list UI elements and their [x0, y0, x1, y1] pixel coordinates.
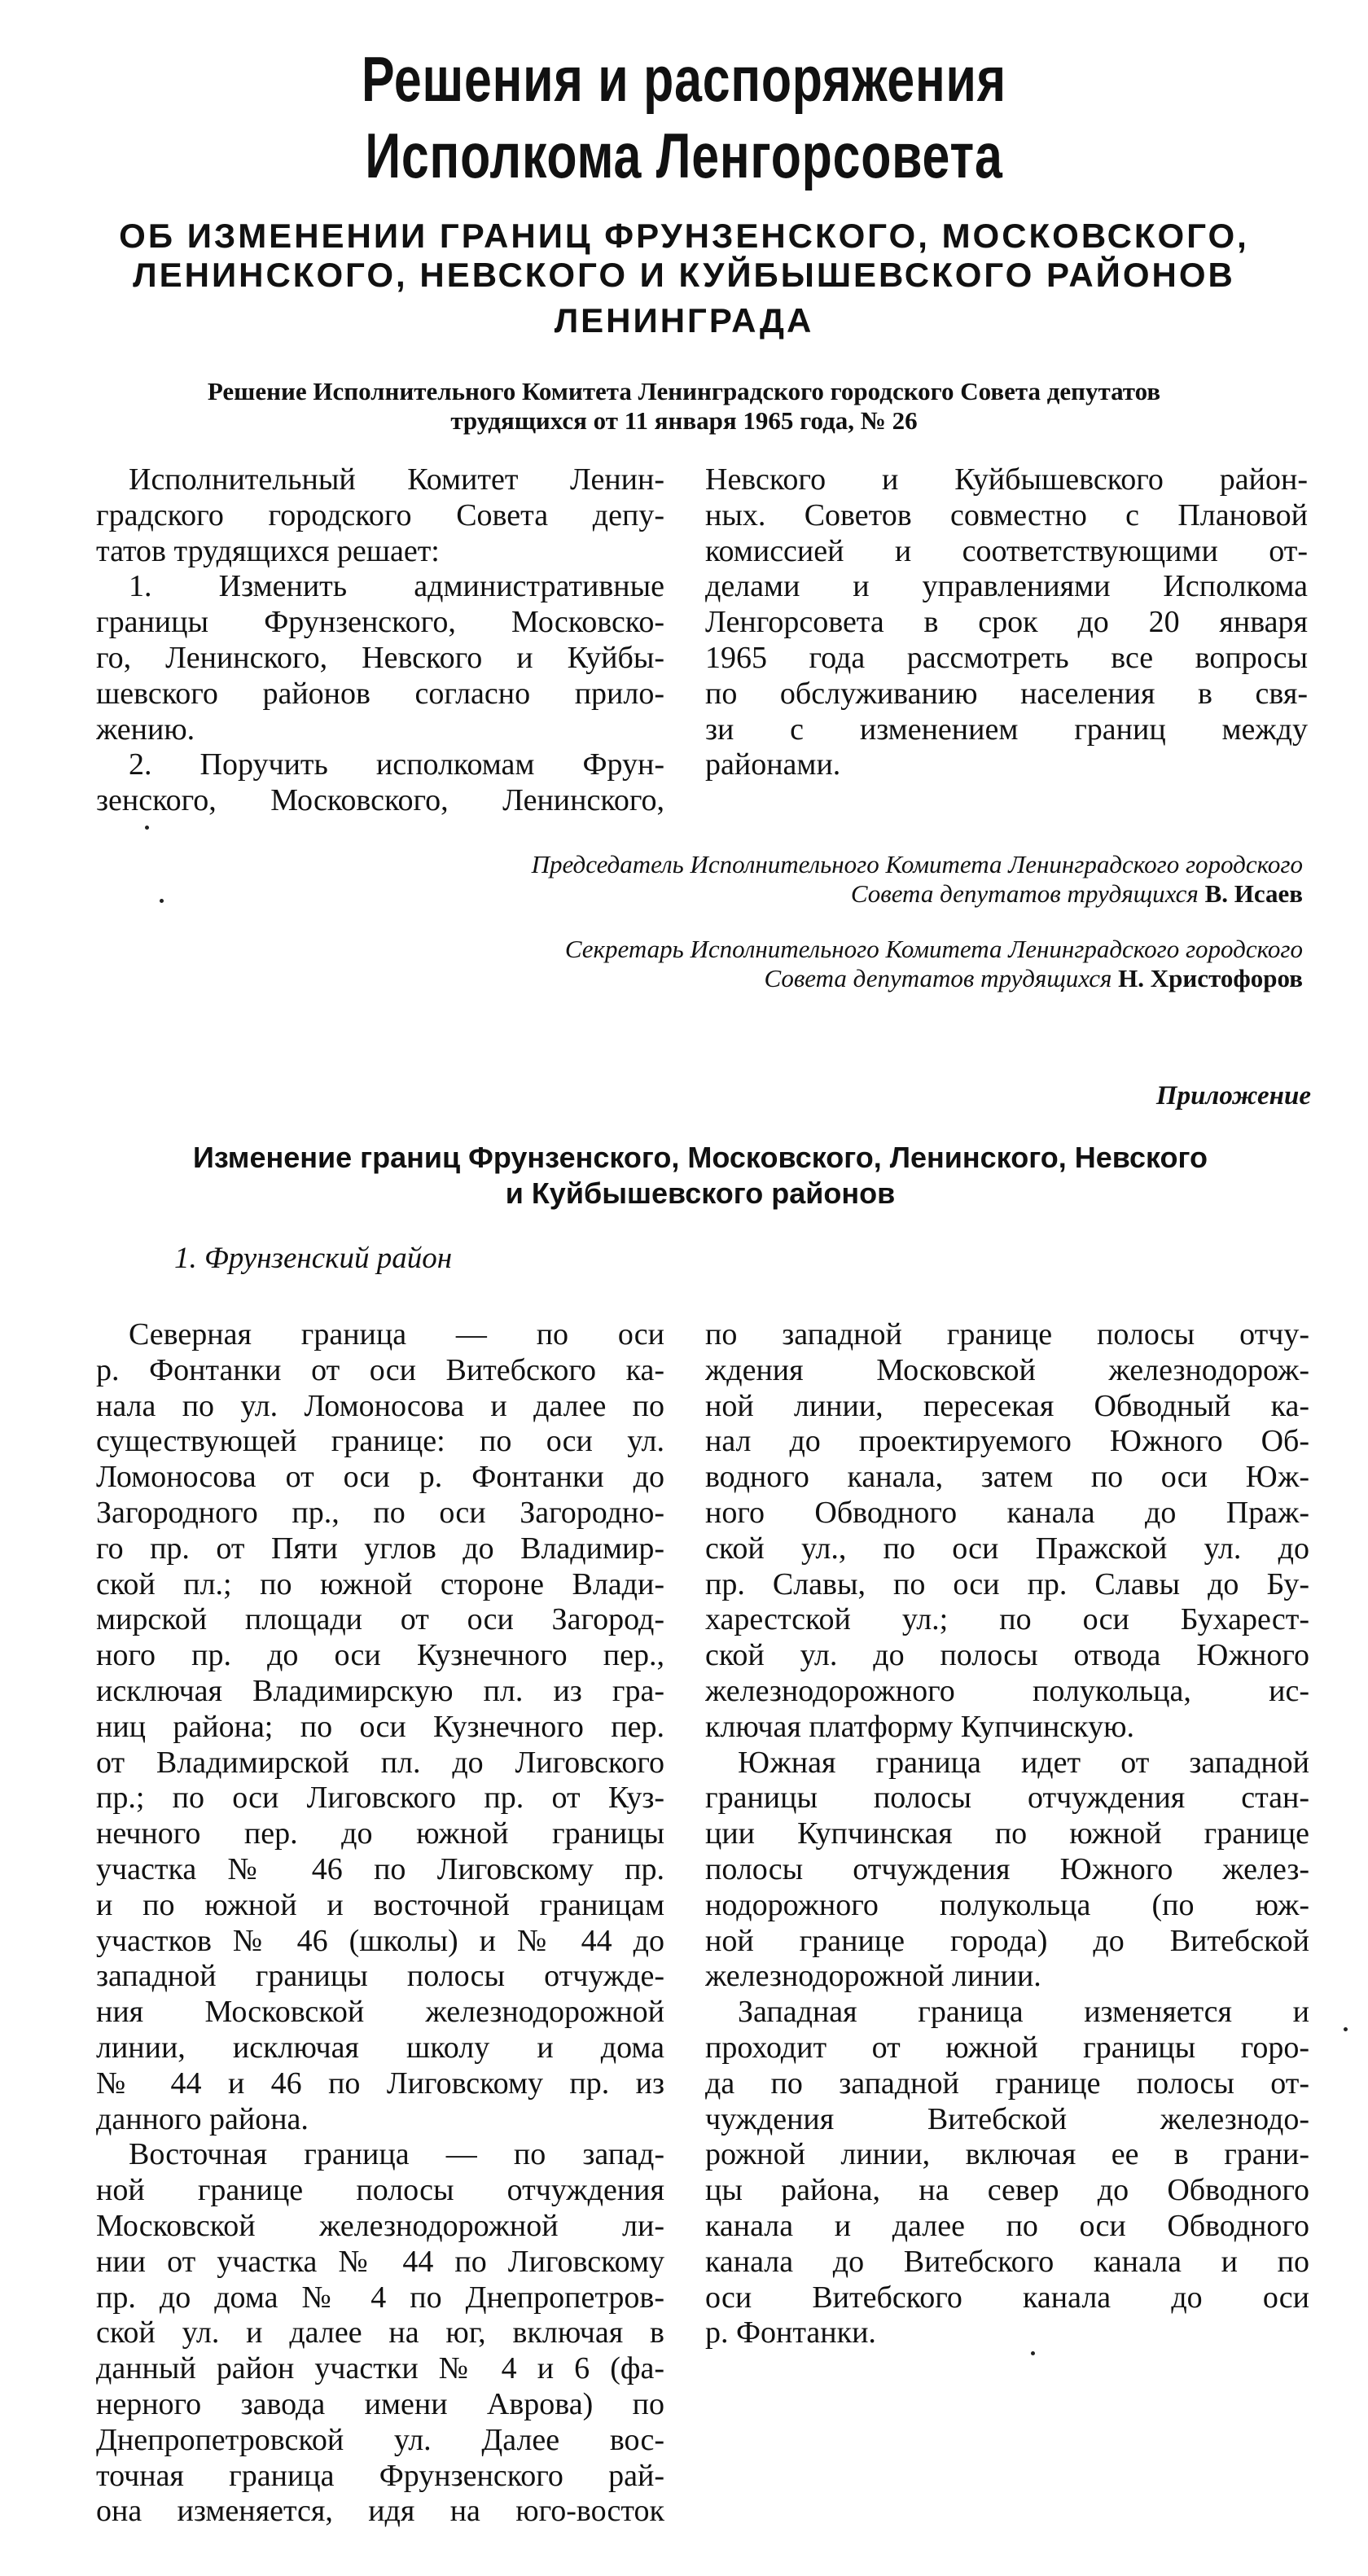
page-heading-line-2: Исполкома Ленгорсовета: [365, 120, 1003, 191]
text-line: и по южной и восточной границам: [96, 1887, 664, 1922]
text-line: Днепропетровской ул. Далее вос-: [96, 2422, 664, 2457]
text-line: исключая Владимирскую пл. из гра-: [96, 1673, 664, 1708]
text-line: да по западной границе полосы от-: [705, 2066, 1309, 2101]
text-line: ной границе полосы отчуждения: [96, 2173, 664, 2208]
text-line: пр. до дома № 4 по Днепропетров-: [96, 2280, 664, 2315]
print-speck: [1344, 2027, 1348, 2031]
secretary-name: Н. Христофоров: [1118, 964, 1303, 992]
chairman-signature-line-1: Председатель Исполнительного Комитета Ленинградского городского: [531, 850, 1303, 878]
text-line: ного пр. до оси Кузнечного пер.,: [96, 1638, 664, 1673]
text-line: зи с изменением границ между: [705, 712, 1308, 747]
text-line: ной линии, пересекая Обводный ка-: [705, 1388, 1309, 1423]
text-line: пр. Славы, по оси пр. Славы до Бу-: [705, 1566, 1309, 1601]
text-line: границы полосы отчуждения стан-: [705, 1781, 1309, 1816]
text-line: Южная граница идет от западной: [738, 1745, 1309, 1780]
text-line: по западной границе полосы отчу-: [705, 1317, 1309, 1352]
chairman-title-text: Совета депутатов трудящихся: [850, 879, 1199, 908]
text-line: р. Фонтанки от оси Витебского ка-: [96, 1352, 664, 1387]
text-line: ключая платформу Купчинскую.: [705, 1709, 1134, 1744]
decision-subtitle-line-2: трудящихся от 11 января 1965 года, № 26: [450, 406, 918, 435]
text-line: Восточная граница — по запад-: [129, 2137, 664, 2172]
text-line: мирской площади от оси Загород-: [96, 1602, 664, 1637]
text-line: данный район участки № 4 и 6 (фа-: [96, 2351, 664, 2386]
text-line: ных. Советов совместно с Плановой: [705, 497, 1308, 532]
text-line: точная граница Фрунзенского рай-: [96, 2458, 664, 2493]
text-line: жению.: [96, 712, 195, 747]
decision-title-line-2: ЛЕНИНСКОГО, НЕВСКОГО И КУЙБЫШЕВСКОГО РАЙОНОВ: [133, 256, 1235, 294]
text-line: районами.: [705, 747, 841, 782]
text-line: татов трудящихся решает:: [96, 533, 440, 568]
text-line: ской пл.; по южной стороне Влади-: [96, 1566, 664, 1601]
text-line: харестской ул.; по оси Бухарест-: [705, 1602, 1309, 1637]
text-line: водного канала, затем по оси Юж-: [705, 1460, 1309, 1495]
decision-title-line-1: ОБ ИЗМЕНЕНИИ ГРАНИЦ ФРУНЗЕНСКОГО, МОСКОВСКОГО,: [119, 217, 1249, 255]
text-line: № 44 и 46 по Лиговскому пр. из: [96, 2066, 664, 2101]
page-heading-line-1: Решения и распоряжения: [362, 43, 1006, 115]
text-line: проходит от южной границы горо-: [705, 2030, 1309, 2065]
text-line: Загородного пр., по оси Загородно-: [96, 1495, 664, 1530]
text-line: рожной линии, включая ее в грани-: [705, 2137, 1309, 2172]
text-line: нал до проектируемого Южного Об-: [705, 1424, 1309, 1459]
text-line: границы Фрунзенского, Московско-: [96, 605, 664, 640]
text-line: шевского районов согласно прило-: [96, 676, 664, 711]
text-line: она изменяется, идя на юго-восток: [96, 2494, 664, 2529]
text-line: нечного пер. до южной границы: [96, 1816, 664, 1851]
text-line: ской ул. до полосы отвода Южного: [705, 1638, 1309, 1673]
text-line: 1. Изменить административные: [129, 569, 664, 604]
decision-body-right-column: [705, 462, 1308, 783]
text-line: комиссией и соответствующими от-: [705, 533, 1308, 568]
chairman-signature-line-2: [244, 878, 1303, 910]
print-speck: [160, 899, 164, 903]
text-line: Исполнительный Комитет Ленин-: [129, 462, 664, 497]
text-line: Ленгорсовета в срок до 20 января: [705, 605, 1308, 640]
text-line: ной границе города) до Витебской: [705, 1923, 1309, 1958]
section-heading-frunzensky: 1. Фрунзенский район: [174, 1242, 453, 1275]
text-line: западной границы полосы отчужде-: [96, 1959, 664, 1994]
text-line: данного района.: [96, 2101, 309, 2136]
text-line: ниц района; по оси Кузнечного пер.: [96, 1709, 664, 1744]
text-line: Северная граница — по оси: [129, 1317, 664, 1352]
text-line: 1965 года рассмотреть все вопросы: [705, 640, 1308, 675]
text-line: делами и управлениями Исполкома: [705, 569, 1308, 604]
decision-body-left-column: [96, 462, 664, 819]
text-line: участков № 46 (школы) и № 44 до: [96, 1923, 664, 1958]
text-line: линии, исключая школу и дома: [96, 2030, 664, 2065]
text-line: ния Московской железнодорожной: [96, 1995, 664, 2030]
frunzensky-right-column: [705, 1317, 1309, 2351]
text-line: полосы отчуждения Южного желез-: [705, 1851, 1309, 1886]
text-line: канала и далее по оси Обводного: [705, 2208, 1309, 2243]
text-line: оси Витебского канала до оси: [705, 2280, 1309, 2315]
text-line: нерного завода имени Аврова) по: [96, 2386, 664, 2421]
text-line: ской ул. и далее на юг, включая в: [96, 2315, 664, 2350]
decision-title-line-3: ЛЕНИНГРАДА: [554, 301, 814, 340]
text-line: ции Купчинская по южной границе: [705, 1816, 1309, 1851]
chairman-name: В. Исаев: [1204, 879, 1303, 908]
appendix-label: Приложение: [1155, 1081, 1311, 1111]
print-speck: [145, 826, 149, 830]
text-line: пр.; по оси Лиговского пр. от Куз-: [96, 1781, 664, 1816]
text-line: существующей границе: по оси ул.: [96, 1424, 664, 1459]
frunzensky-left-column: [96, 1317, 664, 2530]
text-line: ской ул., по оси Пражской ул. до: [705, 1531, 1309, 1566]
appendix-title-line-2: и Куйбышевского районов: [505, 1176, 896, 1210]
print-speck: [1031, 2351, 1035, 2355]
text-line: нии от участка № 44 по Лиговскому: [96, 2244, 664, 2279]
text-line: р. Фонтанки.: [705, 2315, 876, 2350]
text-line: по обслуживанию населения в свя-: [705, 676, 1308, 711]
text-line: го, Ленинского, Невского и Куйбы-: [96, 640, 664, 675]
text-line: канала до Витебского канала и по: [705, 2244, 1309, 2279]
text-line: зенского, Московского, Ленинского,: [96, 783, 664, 818]
text-line: нала по ул. Ломоносова и далее по: [96, 1388, 664, 1423]
text-line: цы района, на север до Обводного: [705, 2173, 1309, 2208]
text-line: Западная граница изменяется и: [738, 1995, 1309, 2030]
text-line: ждения Московской железнодорож-: [705, 1352, 1309, 1387]
text-line: Московской железнодорожной ли-: [96, 2208, 664, 2243]
text-line: железнодорожного полукольца, ис-: [705, 1673, 1309, 1708]
text-line: градского городского Совета депу-: [96, 497, 664, 532]
secretary-signature-line-1: Секретарь Исполнительного Комитета Ленинградского городского: [564, 935, 1303, 963]
secretary-signature-line-2: [244, 962, 1303, 995]
text-line: чуждения Витебской железнодо-: [705, 2101, 1309, 2136]
text-line: Ломоносова от оси р. Фонтанки до: [96, 1460, 664, 1495]
text-line: 2. Поручить исполкомам Фрун-: [129, 747, 664, 782]
text-line: го пр. от Пяти углов до Владимир-: [96, 1531, 664, 1566]
text-line: железнодорожной линии.: [705, 1959, 1041, 1994]
text-line: участка № 46 по Лиговскому пр.: [96, 1851, 664, 1886]
text-line: нодорожного полукольца (по юж-: [705, 1887, 1309, 1922]
text-line: от Владимирской пл. до Лиговского: [96, 1745, 664, 1780]
text-line: ного Обводного канала до Праж-: [705, 1495, 1309, 1530]
secretary-title-text: Совета депутатов трудящихся: [764, 964, 1112, 992]
appendix-title-line-1: Изменение границ Фрунзенского, Московского, Ленинского, Невского: [192, 1141, 1208, 1174]
decision-subtitle-line-1: Решение Исполнительного Комитета Ленинградского городского Совета депутатов: [207, 377, 1161, 405]
text-line: Невского и Куйбышевского район-: [705, 462, 1308, 497]
